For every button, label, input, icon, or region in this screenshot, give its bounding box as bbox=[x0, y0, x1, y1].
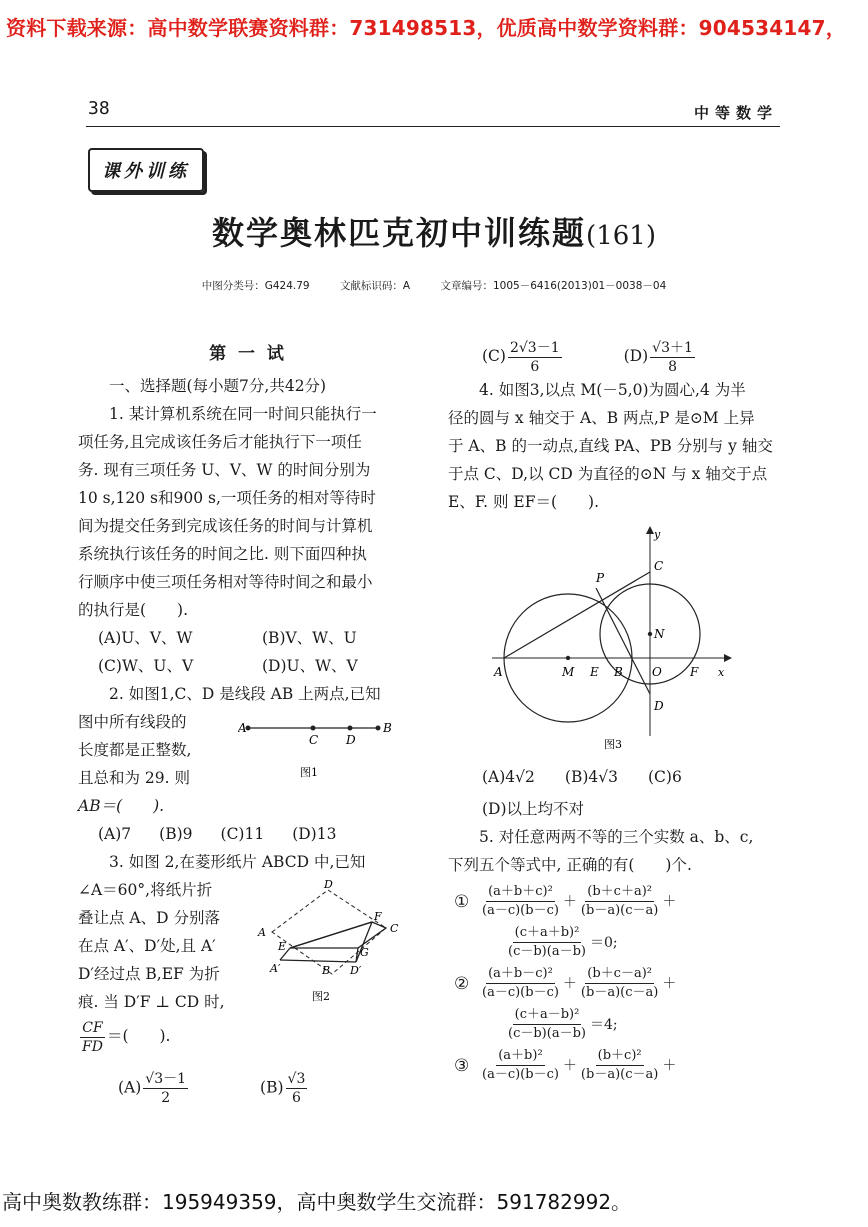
figure-3-caption: 图3 bbox=[604, 738, 622, 751]
label-f: F bbox=[374, 910, 382, 923]
q3-options-cd bbox=[448, 336, 788, 376]
label-a-prime: A′ bbox=[270, 962, 281, 975]
article-title bbox=[0, 208, 868, 254]
option-a: (A)U、V、W bbox=[98, 629, 193, 647]
page-number: 38 bbox=[88, 98, 110, 119]
q4-options-abc bbox=[448, 763, 788, 791]
label-d-prime: D′ bbox=[350, 964, 362, 977]
q1-line: 10 s,120 s和900 s,一项任务的相对等待时 bbox=[78, 489, 376, 507]
q5-line: 下列五个等式中, 正确的有( )个. bbox=[448, 856, 692, 874]
label-d: D bbox=[346, 733, 356, 747]
label-o: O bbox=[652, 665, 662, 679]
option-d: (D)U、W、V bbox=[262, 657, 358, 675]
label-a: A bbox=[238, 721, 247, 735]
q1-line: 系统执行该任务的时间之比. 则下面四种执 bbox=[78, 545, 367, 563]
y-axis-arrow bbox=[646, 526, 654, 534]
q4-line: 于 A、B 的一动点,直线 PA、PB 分别与 y 轴交 bbox=[448, 437, 773, 455]
point-c bbox=[311, 726, 316, 731]
equation-1: ① $\frac{\text{(a＋b＋c)²}}{(a-c)(b-c)}$ ＋ $\frac{\text{(b＋c＋a)²}}{(b-a)(c-a)}$ ＋ bbox=[454, 884, 677, 918]
q2-line: AB＝( ). bbox=[78, 797, 165, 815]
column-tag: 课外训练 bbox=[88, 148, 204, 192]
label-d: D bbox=[324, 878, 333, 891]
equation-3: ③ $\frac{\text{(a＋b)²}}{(a-c)(b-c)}$ ＋ $\frac{\text{(b＋c)²}}{(b-a)(c-a)}$ ＋ bbox=[454, 1048, 677, 1082]
figure-1-caption: 图1 bbox=[300, 766, 318, 779]
source-banner: 资料下载来源：高中数学联赛资料群：731498513，优质高中数学资料群：904534147， bbox=[6, 16, 846, 40]
figure-2 bbox=[250, 878, 420, 1008]
option-d: (D)13 bbox=[292, 825, 337, 843]
label-g: G bbox=[360, 946, 369, 959]
q2-line: 2. 如图1,C、D 是线段 AB 上两点,已知 bbox=[109, 685, 381, 703]
option-b: (B)4√3 bbox=[564, 768, 618, 786]
q2-options bbox=[78, 820, 418, 848]
q1-line: 的执行是( ). bbox=[78, 601, 189, 619]
figure-3 bbox=[492, 524, 782, 754]
header-rule bbox=[86, 126, 780, 127]
option-a: (A)4√2 bbox=[482, 768, 535, 786]
meta-classification: 中图分类号：G424.79 bbox=[201, 280, 310, 292]
segment-a-d-prime bbox=[280, 960, 356, 962]
q2-line: 长度都是正整数, bbox=[78, 741, 192, 759]
point-b bbox=[376, 726, 381, 731]
label-p: P bbox=[596, 571, 605, 585]
title-number: (161) bbox=[586, 221, 656, 251]
meta-doc-code: 文献标识码：A bbox=[339, 280, 411, 292]
article-meta bbox=[0, 278, 868, 293]
label-c: C bbox=[654, 559, 664, 573]
right-column bbox=[448, 336, 788, 1088]
q1-options-row bbox=[78, 652, 418, 680]
option-c: (C) $\frac{2√3-1}{6}$ bbox=[482, 339, 560, 375]
x-axis-arrow bbox=[724, 654, 732, 662]
q4-line: 4. 如图3,以点 M(－5,0)为圆心,4 为半 bbox=[479, 381, 746, 399]
q1-line: 间为提交任务到完成该任务的时间与计算机 bbox=[78, 517, 373, 535]
community-banner: 高中奥数教练群：195949359，高中奥数学生交流群：591782992。 bbox=[2, 1190, 632, 1214]
option-c: (C)W、U、V bbox=[98, 657, 194, 675]
point-n bbox=[648, 632, 652, 636]
label-a: A bbox=[258, 926, 266, 939]
option-b: (B) $\frac{√3}{6}$ bbox=[260, 1071, 306, 1106]
q3-line: D′经过点 B,EF 为折 bbox=[78, 965, 220, 983]
line-pa bbox=[504, 572, 650, 658]
q3-line: 痕. 当 D′F ⊥ CD 时, bbox=[78, 993, 225, 1011]
q3-line: 在点 A′、D′处,且 A′ bbox=[78, 937, 216, 955]
equation-2: ② $\frac{\text{(a＋b－c)²}}{(a-c)(b-c)}$ ＋ $\frac{\text{(b＋c－a)²}}{(b-a)(c-a)}$ ＋ bbox=[454, 966, 677, 1000]
question-4 bbox=[448, 376, 788, 823]
journal-name: 中等数学 bbox=[693, 104, 778, 122]
q3-line: ∠A＝60°,将纸片折 bbox=[78, 881, 213, 899]
q3-line: 叠让点 A、D 分别落 bbox=[78, 909, 220, 927]
q1-line: 1. 某计算机系统在同一时间只能执行一 bbox=[109, 405, 377, 423]
label-c: C bbox=[390, 922, 399, 935]
left-column bbox=[78, 340, 418, 1107]
fold-line-ef bbox=[290, 922, 372, 948]
option-d: (D)以上均不对 bbox=[482, 800, 585, 818]
label-e: E bbox=[278, 940, 287, 953]
label-a: A bbox=[494, 665, 503, 679]
q4-line: 于点 C、D,以 CD 为直径的⊙N 与 x 轴交于点 bbox=[448, 465, 768, 483]
line-pb bbox=[596, 588, 650, 694]
q1-line: 行顺序中使三项任务相对等待时间之和最小 bbox=[78, 573, 373, 591]
label-y: y bbox=[654, 528, 661, 541]
q3-ratio-line: $\frac{CF}{FD}$ ＝( ). bbox=[82, 1019, 171, 1055]
option-a: (A) $\frac{√3-1}{2}$ bbox=[118, 1071, 187, 1106]
label-c: C bbox=[309, 733, 319, 747]
q4-line: E、F. 则 EF＝( ). bbox=[448, 493, 600, 511]
label-b: B bbox=[322, 964, 331, 977]
q2-line: 图中所有线段的 bbox=[78, 713, 187, 731]
figure-2-caption: 图2 bbox=[312, 990, 330, 1003]
folded-edges bbox=[290, 922, 386, 962]
point-m bbox=[566, 656, 570, 660]
option-c: (C)11 bbox=[220, 825, 265, 843]
label-b: B bbox=[383, 721, 392, 735]
title-main: 数学奥林匹克初中训练题 bbox=[212, 214, 587, 252]
label-m: M bbox=[562, 665, 575, 679]
option-d: (D) $\frac{√3+1}{8}$ bbox=[623, 339, 693, 375]
label-d: D bbox=[654, 699, 664, 713]
q1-line: 务. 现有三项任务 U、V、W 的时间分别为 bbox=[78, 461, 371, 479]
q1-options-row bbox=[78, 624, 418, 652]
q3-options-ab bbox=[78, 1070, 418, 1107]
ratio-fraction: $\frac{CF}{FD}$ bbox=[82, 1019, 103, 1055]
label-f: F bbox=[690, 665, 699, 679]
label-n: N bbox=[654, 627, 665, 641]
q3-line: 3. 如图 2,在菱形纸片 ABCD 中,已知 bbox=[109, 853, 366, 871]
point-d bbox=[348, 726, 353, 731]
question-5 bbox=[448, 823, 788, 1084]
option-c: (C)6 bbox=[647, 768, 682, 786]
q2-line: 且总和为 29. 则 bbox=[78, 769, 191, 787]
label-e: E bbox=[590, 665, 599, 679]
label-x: x bbox=[718, 666, 725, 679]
option-a: (A)7 bbox=[98, 825, 132, 843]
question-3 bbox=[78, 848, 418, 1107]
label-b: B bbox=[614, 665, 623, 679]
equation-1-cont: $\frac{\text{(c＋a＋b)²}}{(c-b)(a-b)}$ ＝0; bbox=[508, 925, 618, 959]
figure-1 bbox=[238, 716, 408, 786]
part-heading: 一、选择题(每小题7分,共42分) bbox=[109, 377, 327, 395]
question-1 bbox=[78, 400, 418, 680]
option-b: (B)9 bbox=[159, 825, 193, 843]
q1-line: 项任务,且完成该任务后才能执行下一项任 bbox=[78, 433, 362, 451]
option-b: (B)V、W、U bbox=[262, 629, 357, 647]
q4-line: 径的圆与 x 轴交于 A、B 两点,P 是⊙M 上异 bbox=[448, 409, 755, 427]
q5-line: 5. 对任意两两不等的三个实数 a、b、c, bbox=[479, 828, 754, 846]
question-2 bbox=[78, 680, 418, 848]
section-title: 第 一 试 bbox=[209, 344, 287, 364]
meta-article-no: 文章编号：1005－6416(2013)01－0038－04 bbox=[440, 280, 667, 292]
equation-2-cont: $\frac{\text{(c＋a－b)²}}{(c-b)(a-b)}$ ＝4; bbox=[508, 1007, 618, 1041]
